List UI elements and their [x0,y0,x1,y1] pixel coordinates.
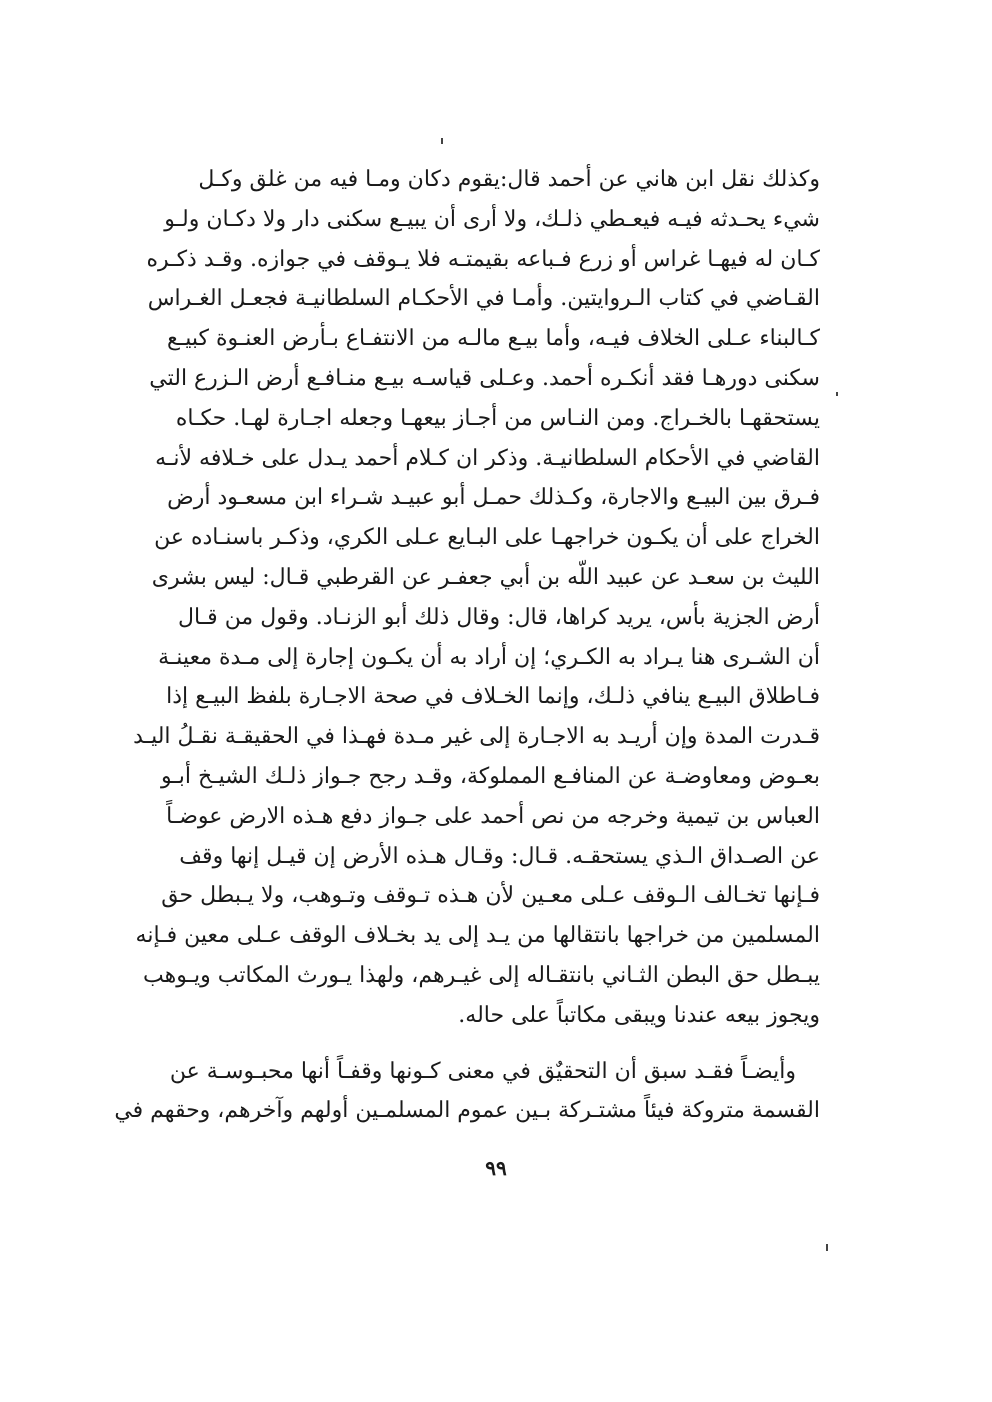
text-line: فـإنها تخـالف الـوقف عـلى معـين لأن هـذه تـوقف وتـوهب، ولا يـبطل حق [161,883,820,909]
text-line: أن الشـرى هنا يـراد به الكـري؛ إن أراد به أن يكـون إجارة إلى مـدة معينـة [158,644,820,670]
page-number: ٩٩ [485,1156,507,1180]
body-text [114,160,820,1131]
text-line: يستحقهـا بالخـراج. ومن النـاس من أجـاز بيعهـا وجعله اجـارة لهـا. حكـاه [175,405,820,431]
paragraph-2 [114,1052,820,1132]
text-line: بعـوض ومعاوضـة عن المنافـع المملوكة، وقـد رجح جـواز ذلـك الشيـخ أبـو [160,763,820,789]
text-line: فـاطلاق البيـع ينافي ذلـك، وإنما الخـلاف في صحة الاجـارة بلفظ البيـع إذا [166,684,820,710]
text-line: الليث بن سعـد عن عبيد اللّه بن أبي جعفـر عن القرطبي قـال: ليس بشرى [151,564,820,590]
text-line: كـان له فيهـا غراس أو زرع فـباعه بقيمتـه فلا يـوقف في جوازه. وقـد ذكـره [146,246,820,272]
text-line: الخراج على أن يكـون خراجهـا على البـايع عـلى الكري، وذكـر باسنـاده عن [154,525,820,551]
text-line: القسمة متروكة فيئاً مشتـركة بـين عموم المسلمـين أولهم وآخرهم، وحقهم في [114,1098,820,1124]
scan-speck [441,138,443,144]
text-line: ويجوز بيعه عندنا ويبقى مكاتباً على حاله. [458,1002,820,1028]
text-line: عن الصـداق الـذي يستحقـه. قـال: وقـال هـذه الأرض إن قيـل إنها وقف [179,843,820,869]
text-line: شيء يحـدثه فيـه فيعـطي ذلـك، ولا أرى أن يبيـع سكنى دار ولا دكـان ولـو [164,206,820,232]
text-line: قـدرت المدة وإن أريـد به الاجـارة إلى غير مـدة فهـذا في الحقيقـة نقـلُ اليـد [133,724,820,750]
paragraph-1 [133,160,820,1036]
text-line: كـالبناء عـلى الخلاف فيـه، وأما بيـع مالـه من الانتفـاع بـأرض العنـوة كبيـع [167,326,820,352]
scan-speck [826,1244,828,1251]
paragraph-gap [200,1036,820,1052]
text-line: القـاضي في كتاب الـروايتين. وأمـا في الأحكـام السلطانيـة فجعـل الغـراس [147,286,820,312]
text-line: فـرق بين البيـع والاجارة، وكـذلك حمـل أبو عبيـد شـراء ابن مسعـود أرض [167,485,820,511]
text-line: العباس بن تيمية وخرجه من نص أحمد على جـواز دفع هـذه الارض عوضـاً [166,803,820,829]
scan-speck [836,392,838,396]
text-line: المسلمين من خراجها بانتقالها من يـد إلى يد بخـلاف الوقف عـلى معين فـإنه [135,923,820,949]
text-line: وكذلك نقل ابن هاني عن أحمد قال:يقوم دكان ومـا فيه من غلق وكـل [198,167,820,192]
text-line: سكنى دورهـا فقد أنكـره أحمد. وعـلى قياسـه بيـع منـافـع أرض الـزرع التي [149,365,820,391]
text-line: وأيضـاً فقـد سبق أن التحقيٌق في معنى كـونها وقفـاً أنها محبـوسـة عن [169,1058,796,1084]
text-line: أرض الجزية بأس، يريد كراها، قال: وقال ذلك أبو الزنـاد. وقول من قـال [178,604,820,630]
text-line: القاضي في الأحكام السلطانيـة. وذكر ان كـلام أحمد يـدل على خـلافه لأنـه [155,445,820,471]
text-line: يبـطل حق البطن الثـاني بانتقـاله إلى غيـرهم، ولهذا يـورث المكاتب ويـوهب [143,962,820,988]
